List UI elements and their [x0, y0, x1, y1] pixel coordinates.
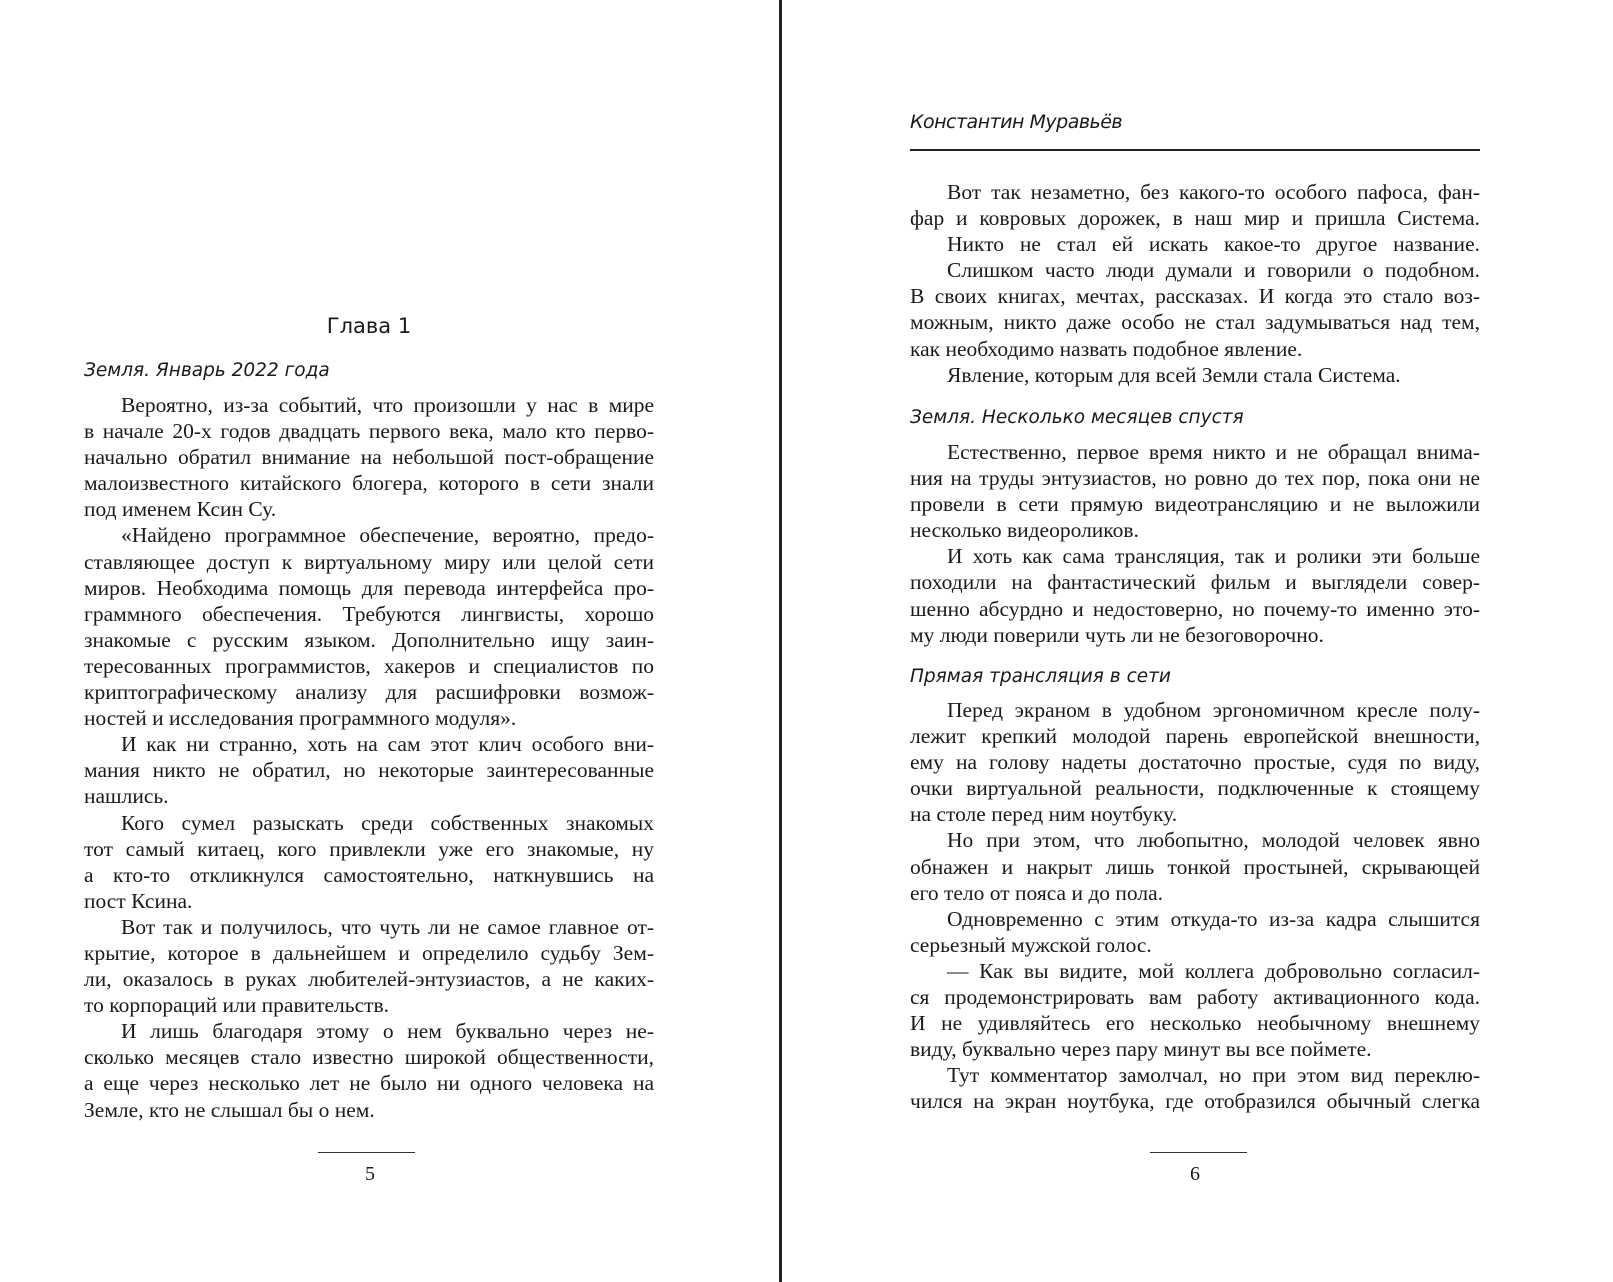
text-line: Явление, которым для всей Земли стала Система. — [947, 362, 1401, 387]
text-line: И хоть как сама трансляция, так и ролики эти больше — [947, 544, 1480, 569]
text-line: Земле, кто не слышал бы о нем. — [84, 1097, 375, 1122]
text-line: походили на фантастический фильм и выглядели совер- — [910, 570, 1480, 595]
text-line: нашлись. — [84, 784, 169, 809]
text-line: мания никто не обратил, но некоторые заинтересованные — [84, 758, 654, 783]
text-line: ся продемонстрировать вам работу активационного кода. — [910, 985, 1480, 1010]
text-line: лежит крепкий молодой парень европейской внешности, — [910, 724, 1480, 749]
text-line: Тут комментатор замолчал, но при этом вид переклю- — [947, 1063, 1480, 1088]
text-line: обнажен и накрыт лишь тонкой простыней, скрывающей — [910, 854, 1480, 879]
text-line: то корпораций или правительств. — [84, 993, 390, 1018]
text-line: в начале 20-х годов двадцать первого века, мало кто перво- — [84, 419, 654, 444]
text-line: крытие, которое в дальнейшем и определило судьбу Зем- — [84, 940, 654, 965]
text-line: серьезный мужской голос. — [910, 932, 1152, 957]
text-line: Вот так и получилось, что чуть ли не самое главное от- — [121, 914, 654, 939]
section-title: Земля. Несколько месяцев спустя — [910, 407, 1244, 428]
body-text — [84, 392, 654, 1123]
text-line: ставляющее доступ к виртуальному миру или целой сети — [84, 549, 654, 574]
text-line: миров. Необходима помощь для перевода интерфейса про- — [84, 575, 654, 600]
footer-rule — [1150, 1152, 1247, 1153]
text-line: тересованных программистов, хакеров и специалистов по — [84, 653, 654, 678]
page-number: 5 — [365, 1163, 375, 1185]
text-line: — Как вы видите, мой коллега добровольно согласил- — [947, 958, 1480, 983]
body-text — [910, 439, 1480, 648]
chapter-title: Глава 1 — [326, 314, 412, 338]
text-line: И лишь благодаря этому о нем буквально через не- — [121, 1019, 654, 1044]
text-line: а кто-то откликнулся самостоятельно, наткнувшись на — [84, 862, 654, 887]
text-line: Одновременно с этим откуда-то из-за кадра слышится — [947, 906, 1480, 931]
body-text — [910, 697, 1480, 1115]
text-line: виду, буквально через пару минут вы все поймете. — [910, 1037, 1372, 1062]
text-line: его тело от пояса и до пола. — [910, 880, 1164, 905]
text-line: чился на экран ноутбука, где отобразился обычный слегка — [910, 1089, 1480, 1114]
text-line: под именем Ксин Су. — [84, 497, 277, 522]
text-line: Вероятно, из-за событий, что произошли у нас в мире — [121, 393, 654, 417]
text-line: фар и ковровых дорожек, в наш мир и пришла Система. — [910, 206, 1480, 231]
text-line: ностей и исследования программного модуля». — [84, 706, 517, 731]
text-line: И не удивляйтесь его несколько необычному внешнему — [910, 1011, 1480, 1036]
text-line: ния на труды энтузиастов, но ровно до тех пор, пока они не — [910, 466, 1480, 491]
text-line: Никто не стал ей искать какое-то другое название. — [947, 232, 1480, 257]
text-line: И как ни странно, хоть на сам этот клич особого вни- — [121, 732, 654, 757]
book-spine-divider — [779, 0, 782, 1282]
text-line: му люди поверили чуть ли не безоговорочно. — [910, 622, 1324, 647]
section-title: Прямая трансляция в сети — [910, 666, 1171, 687]
text-line: В своих книгах, мечтах, рассказах. И когда это стало воз- — [910, 284, 1480, 309]
body-text — [910, 179, 1480, 388]
text-line: тот самый китаец, кого привлекли уже его знакомые, ну — [84, 836, 654, 861]
text-line: пост Ксина. — [84, 888, 193, 913]
text-line: граммного обеспечения. Требуются лингвисты, хорошо — [84, 601, 654, 626]
text-line: очки виртуальной реальности, подключенные к стоящему — [910, 776, 1480, 801]
text-line: провели в сети прямую видеотрансляцию и не выложили — [910, 492, 1480, 517]
text-line: начально обратил внимание на небольшой пост-обращение — [84, 445, 654, 470]
text-line: шенно абсурдно и недостоверно, но почему-то именно это- — [910, 596, 1480, 621]
text-line: как необходимо назвать подобное явление. — [910, 336, 1303, 361]
text-line: а еще через несколько лет не было ни одного человека на — [84, 1071, 654, 1096]
text-line: криптографическому анализу для расшифровки возмож- — [84, 680, 654, 705]
text-line: Вот так незаметно, без какого-то особого пафоса, фан- — [947, 180, 1480, 204]
text-line: Перед экраном в удобном эргономичном кресле полу- — [947, 698, 1480, 722]
text-line: Естественно, первое время никто и не обращал внима- — [947, 440, 1480, 464]
text-line: ему на голову надеты достаточно простые, судя по виду, — [910, 750, 1480, 775]
text-line: Кого сумел разыскать среди собственных знакомых — [121, 810, 654, 835]
page-number: 6 — [1190, 1163, 1200, 1185]
running-header: Константин Муравьёв — [910, 111, 1123, 133]
text-line: ли, оказалось в руках любителей-энтузиастов, а не каких- — [84, 967, 654, 992]
text-line: сколько месяцев стало известно широкой общественности, — [84, 1045, 654, 1070]
header-rule — [910, 149, 1480, 151]
text-line: Но при этом, что любопытно, молодой человек явно — [947, 828, 1480, 853]
text-line: несколько видеороликов. — [910, 518, 1139, 543]
text-line: на столе перед ним ноутбуку. — [910, 802, 1178, 827]
footer-rule — [318, 1152, 415, 1153]
text-line: малоизвестного китайского блогера, которого в сети знали — [84, 471, 654, 496]
text-line: Слишком часто люди думали и говорили о подобном. — [947, 258, 1480, 283]
section-title: Земля. Январь 2022 года — [84, 360, 330, 381]
text-line: знакомые с русским языком. Дополнительно ищу заин- — [84, 627, 654, 652]
text-line: «Найдено программное обеспечение, вероятно, предо- — [121, 523, 654, 548]
text-line: можным, никто даже особо не стал задумываться над тем, — [910, 310, 1480, 335]
